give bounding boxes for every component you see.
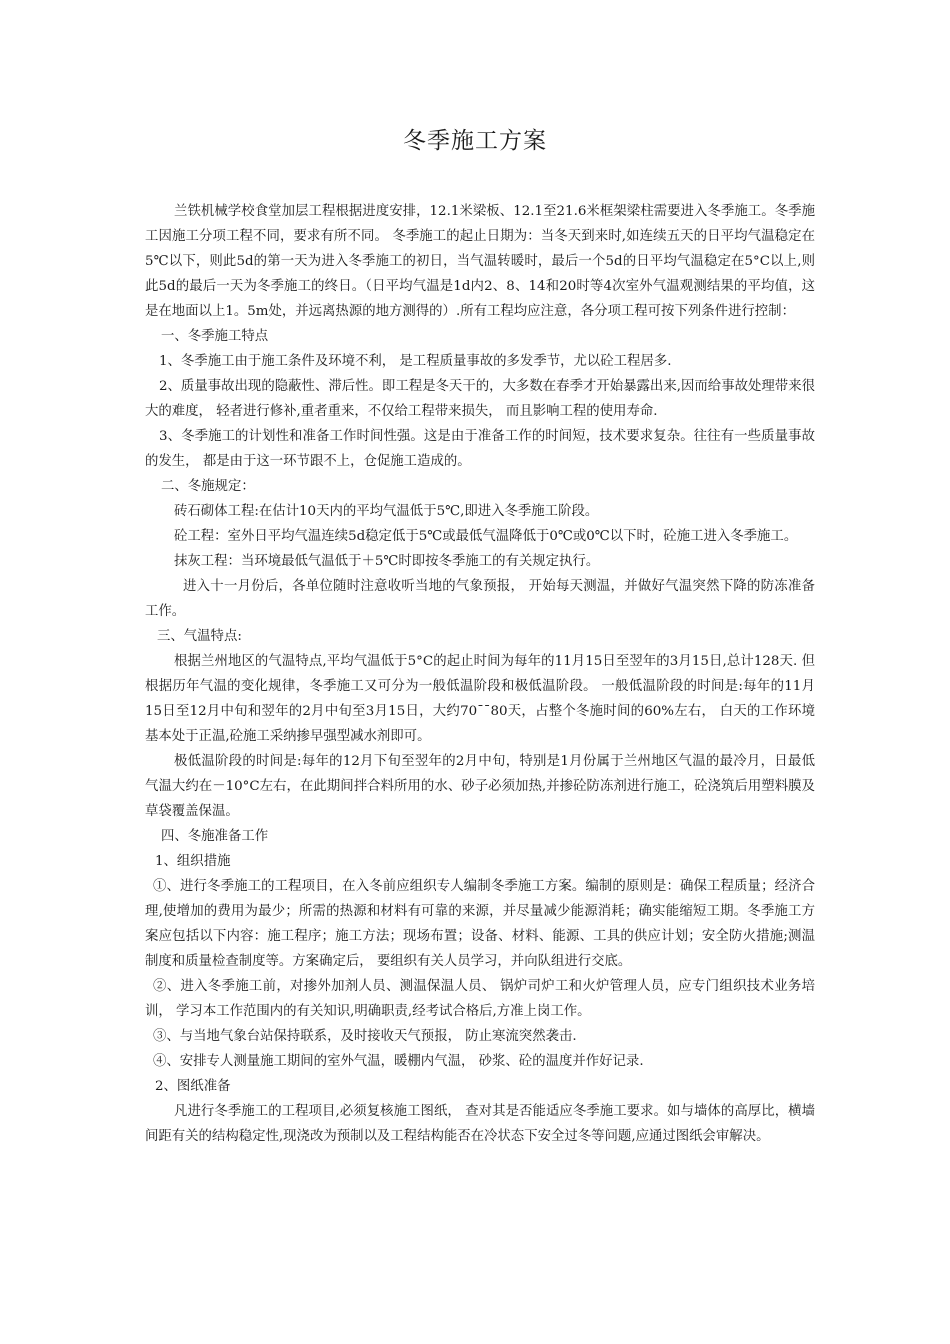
list-item: 2、质量事故出现的隐蔽性、滞后性。即工程是冬天干的，大多数在春季才开始暴露出来,因而给事故处理带来很大的难度， 轻者进行修补,重者重来，不仅给工程带来损失， 而且影响工程的使用寿命. xyxy=(145,379,815,419)
list-item: ③、与当地气象台站保持联系，及时接收天气预报， 防止寒流突然袭击. xyxy=(153,1029,577,1044)
document-title: 冬季施工方案 xyxy=(403,128,547,154)
section-heading-1: 一、冬季施工特点 xyxy=(161,329,269,344)
paragraph: 凡进行冬季施工的工程项目,必须复核施工图纸， 查对其是否能适应冬季施工要求。如与墙体的高厚比，横墙间距有关的结构稳定性,现浇改为预制以及工程结构能否在冷状态下安全过冬等问题,应通过图纸会审解决。 xyxy=(145,1104,815,1144)
paragraph: 砼工程：室外日平均气温连续5d稳定低于5℃或最低气温降低于0℃或0℃以下时，砼施工进入冬季施工。 xyxy=(174,529,798,544)
list-item: ①、进行冬季施工的工程项目，在入冬前应组织专人编制冬季施工方案。编制的原则是：确保工程质量；经济合理,使增加的费用为最少；所需的热源和材料有可靠的来源，并尽量减少能源消耗；确实能缩短工期。冬季施工方案应包括以下内容：施工程序；施工方法；现场布置；设备、材料、能源、工具的供应计划；安全防火措施;测温制度和质量检查制度等。方案确定后， 要组织有关人员学习，并向队组进行交底。 xyxy=(145,879,815,969)
list-item: ②、进入冬季施工前，对掺外加剂人员、测温保温人员、 锅炉司炉工和火炉管理人员，应专门组织技术业务培训， 学习本工作范围内的有关知识,明确职责,经考试合格后,方准上岗工作。 xyxy=(145,979,815,1019)
list-item: 3、冬季施工的计划性和准备工作时间性强。这是由于准备工作的时间短，技术要求复杂。往往有一些质量事故的发生， 都是由于这一环节跟不上，仓促施工造成的。 xyxy=(145,429,815,469)
paragraph: 极低温阶段的时间是:每年的12月下旬至翌年的2月中旬，特别是1月份属于兰州地区气温的最冷月，日最低气温大约在－10°C左右，在此期间拌合料所用的水、砂子必须加热,并掺砼防冻剂进行施工，砼浇筑后用塑料膜及草袋覆盖保温。 xyxy=(145,754,815,819)
paragraph: 根据兰州地区的气温特点,平均气温低于5°C的起止时间为每年的11月15日至翌年的3月15日,总计128天. 但根据历年气温的变化规律，冬季施工又可分为一般低温阶段和极低温阶段。 一般低温阶段的时间是:每年的11月15日至12月中旬和翌年的2月中旬至3月15日，大约70¯¯80天，占整个冬施时间的60%左右， 白天的工作环境基本处于正温,砼施工采纳掺早强型减水剂即可。 xyxy=(145,654,815,744)
section-heading-2: 二、冬施规定： xyxy=(161,479,255,494)
list-item: ④、安排专人测量施工期间的室外气温，暖棚内气温， 砂浆、砼的温度并作好记录. xyxy=(153,1054,644,1069)
list-item: 1、冬季施工由于施工条件及环境不利， 是工程质量事故的多发季节，尤以砼工程居多. xyxy=(159,354,672,369)
document-body xyxy=(145,199,815,1149)
subsection-heading: 1、组织措施 xyxy=(155,854,231,869)
paragraph: 抹灰工程：当环境最低气温低于＋5℃时即按冬季施工的有关规定执行。 xyxy=(174,554,600,569)
section-heading-4: 四、冬施准备工作 xyxy=(161,829,269,844)
paragraph: 砖石砌体工程:在估计10天内的平均气温低于5℃,即进入冬季施工阶段。 xyxy=(174,504,599,519)
intro-paragraph: 兰铁机械学校食堂加层工程根据进度安排，12.1米梁板、12.1至21.6米框架梁柱需要进入冬季施工。冬季施工因施工分项工程不同，要求有所不同。 冬季施工的起止日期为：当冬天到来时,如连续五天的日平均气温稳定在5℃以下，则此5d的第一天为进入冬季施工的初日，当气温转暖时，最后一个5d的日平均气温稳定在5°C以上,则此5d的最后一天为冬季施工的终日。（日平均气温是1d内2、8、14和20时等4次室外气温观测结果的平均值，这是在地面以上1。5m处，并远离热源的地方测得的）.所有工程均应注意，各分项工程可按下列条件进行控制： xyxy=(145,204,815,319)
subsection-heading: 2、图纸准备 xyxy=(155,1079,231,1094)
section-heading-3: 三、气温特点: xyxy=(157,629,242,644)
paragraph: 进入十一月份后，各单位随时注意收听当地的气象预报， 开始每天测温，并做好气温突然下降的防冻准备工作。 xyxy=(145,579,815,619)
